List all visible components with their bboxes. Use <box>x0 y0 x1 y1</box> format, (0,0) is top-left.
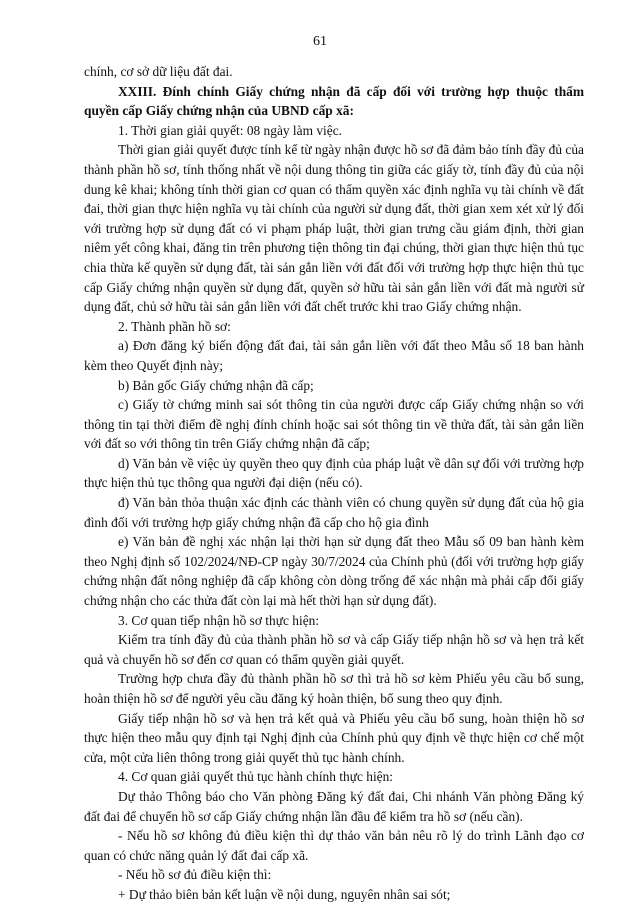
paragraph: Thời gian giải quyết được tính kể từ ngày nhận được hồ sơ đã đảm bảo tính đầy đủ của thành phần hồ sơ, tính thống nhất về nội dung thông tin giữa các giấy tờ, tính đầy đủ của nội dung kê khai; không tính thời gian cơ quan có thẩm quyền xác định nghĩa vụ tài chính về đất đai, thời gian thực hiện nghĩa vụ tài chính của người sử dụng đất, thời gian xem xét xử lý đối với trường hợp sử dụng đất có vi phạm pháp luật, thời gian trưng cầu giám định, thời gian niêm yết công khai, đăng tin trên phương tiện thông tin đại chúng, thời gian thực hiện thủ tục chia thừa kế quyền sử dụng đất, tài sản gắn liền với đất đối với trường hợp thực hiện thủ tục cấp Giấy chứng nhận quyền sử dụng đất, quyền sở hữu tài sản gắn liền với đất mà người sử dụng đất, chủ sở hữu tài sản gắn liền với đất chết trước khi trao Giấy chứng nhận. <box>84 142 584 315</box>
paragraph: Trường hợp chưa đầy đủ thành phần hồ sơ thì trả hồ sơ kèm Phiếu yêu cầu bổ sung, hoàn thiện hồ sơ để người yêu cầu đăng ký hoàn thiện, bổ sung theo quy định. <box>84 671 584 706</box>
section-heading: XXIII. Đính chính Giấy chứng nhận đã cấp đối với trường hợp thuộc thẩm quyền cấp Giấy chứng nhận của UBND cấp xã: <box>84 83 584 119</box>
paragraph: chính, cơ sở dữ liệu đất đai. <box>84 64 233 79</box>
paragraph: Dự thảo Thông báo cho Văn phòng Đăng ký đất đai, Chi nhánh Văn phòng Đăng ký đất đai để chuyển hồ sơ cấp Giấy chứng nhận lần đầu để kiểm tra hồ sơ (nếu cần). <box>84 788 584 824</box>
paragraph: 2. Thành phần hồ sơ: <box>118 318 231 334</box>
paragraph: e) Văn bản đề nghị xác nhận lại thời hạn sử dụng đất theo Mẫu số 09 ban hành kèm theo Nghị định số 102/2024/NĐ-CP ngày 30/7/2024 của Chính phủ (đối với trường hợp giấy chứng nhận đất nông nghiệp đã cấp không còn dòng trống để xác nhận mà phải cấp đổi giấy chứng nhận cho các thửa đất còn lại mà hết thời hạn sử dụng đất). <box>84 534 584 609</box>
paragraph: 3. Cơ quan tiếp nhận hồ sơ thực hiện: <box>118 612 320 628</box>
paragraph: b) Bản gốc Giấy chứng nhận đã cấp; <box>118 377 314 393</box>
document-body <box>84 62 584 905</box>
paragraph: Kiểm tra tính đầy đủ của thành phần hồ sơ và cấp Giấy tiếp nhận hồ sơ và hẹn trả kết quả và chuyển hồ sơ đến cơ quan có thẩm quyền giải quyết. <box>84 632 584 667</box>
paragraph: - Nếu hồ sơ không đủ điều kiện thì dự thảo văn bản nêu rõ lý do trình Lãnh đạo cơ quan có chức năng quản lý đất đai cấp xã. <box>84 828 584 863</box>
paragraph: Giấy tiếp nhận hồ sơ và hẹn trả kết quả và Phiếu yêu cầu bổ sung, hoàn thiện hồ sơ thực hiện theo mẫu quy định tại Nghị định của Chính phủ quy định về thực hiện cơ chế một cửa, một cửa liên thông trong giải quyết thủ tục hành chính. <box>84 710 584 765</box>
paragraph: đ) Văn bản thỏa thuận xác định các thành viên có chung quyền sử dụng đất của hộ gia đình đối với trường hợp giấy chứng nhận đã cấp cho hộ gia đình <box>84 495 584 530</box>
paragraph: c) Giấy tờ chứng minh sai sót thông tin của người được cấp Giấy chứng nhận so với thông tin tại thời điểm đề nghị đính chính hoặc sai sót thông tin về thửa đất, tài sản gắn liền với đất so với thông tin trên Giấy chứng nhận đã cấp; <box>84 397 584 452</box>
paragraph: d) Văn bản về việc ủy quyền theo quy định của pháp luật về dân sự đối với trường hợp thực hiện thủ tục thông qua người đại diện (nếu có). <box>84 455 584 491</box>
paragraph: 1. Thời gian giải quyết: 08 ngày làm việc. <box>118 122 343 138</box>
paragraph: a) Đơn đăng ký biến động đất đai, tài sản gắn liền với đất theo Mẫu số 18 ban hành kèm theo Quyết định này; <box>84 338 584 373</box>
paragraph: 4. Cơ quan giải quyết thủ tục hành chính thực hiện: <box>118 769 394 785</box>
paragraph: - Nếu hồ sơ đủ điều kiện thì: <box>118 867 272 883</box>
page-number: 61 <box>313 34 327 49</box>
paragraph: + Dự thảo biên bản kết luận về nội dung, nguyên nhân sai sót; <box>118 886 451 902</box>
